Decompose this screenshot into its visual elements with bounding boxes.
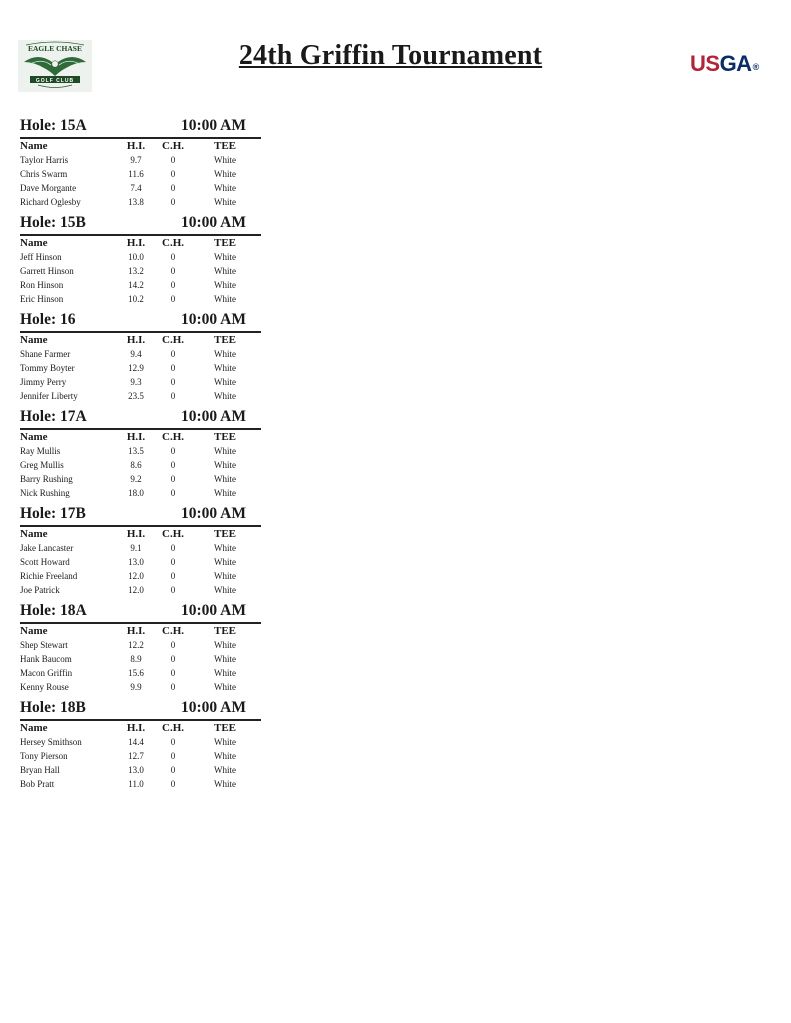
page-title-text: 24th Griffin Tournament [238,40,543,71]
player-tee: White [214,446,236,456]
player-handicap-index: 14.2 [128,280,144,290]
column-header-hi: H.I. [126,237,146,249]
logo-club-subtitle: GOLF CLUB [35,77,75,84]
player-handicap-index: 13.8 [128,197,144,207]
player-handicap-index: 9.2 [130,474,142,484]
usga-logo-us: US [690,51,720,76]
column-header-tee: TEE [213,334,236,346]
player-course-handicap: 0 [170,557,176,567]
player-row [20,735,261,749]
player-course-handicap: 0 [170,779,176,789]
tee-time: 10:00 AM [181,117,247,134]
player-row [20,541,261,555]
column-header-ch: C.H. [162,625,184,637]
column-header-ch: C.H. [162,722,184,734]
player-name: Ron Hinson [20,280,64,290]
tee-time: 10:00 AM [181,699,247,716]
group-header [20,115,261,139]
tee-group [20,503,261,600]
player-course-handicap: 0 [170,266,176,276]
player-handicap-index: 10.0 [128,252,144,262]
column-headers [20,430,261,444]
player-tee: White [214,252,236,262]
player-handicap-index: 13.0 [128,557,144,567]
group-header [20,212,261,236]
player-row [20,389,261,403]
player-row [20,195,261,209]
player-name: Jennifer Liberty [20,391,78,401]
page-title [0,40,791,72]
player-course-handicap: 0 [170,363,176,373]
tee-group [20,212,261,309]
player-course-handicap: 0 [170,280,176,290]
player-course-handicap: 0 [170,488,176,498]
player-name: Tony Pierson [20,751,68,761]
player-name: Eric Hinson [20,294,64,304]
column-header-ch: C.H. [162,140,184,152]
player-course-handicap: 0 [170,197,176,207]
player-course-handicap: 0 [170,377,176,387]
group-header [20,697,261,721]
hole-label: Hole: 15A [20,117,87,134]
group-header [20,503,261,527]
player-course-handicap: 0 [170,474,176,484]
group-header [20,309,261,333]
player-row [20,652,261,666]
column-headers [20,624,261,638]
column-header-ch: C.H. [162,431,184,443]
player-tee: White [214,197,236,207]
hole-label: Hole: 17A [20,408,87,425]
column-header-name: Name [20,431,48,443]
player-tee: White [214,543,236,553]
player-course-handicap: 0 [170,183,176,193]
column-header-tee: TEE [213,625,236,637]
tee-time: 10:00 AM [181,505,247,522]
player-name: Greg Mullis [20,460,64,470]
player-name: Shep Stewart [20,640,68,650]
player-course-handicap: 0 [170,460,176,470]
player-handicap-index: 9.1 [130,543,142,553]
column-header-hi: H.I. [126,140,146,152]
player-course-handicap: 0 [170,751,176,761]
column-header-tee: TEE [213,528,236,540]
tee-time: 10:00 AM [181,311,247,328]
player-tee: White [214,155,236,165]
column-header-hi: H.I. [126,431,146,443]
player-row [20,375,261,389]
hole-label: Hole: 15B [20,214,86,231]
player-tee: White [214,183,236,193]
column-header-hi: H.I. [126,722,146,734]
player-handicap-index: 13.5 [128,446,144,456]
player-handicap-index: 8.6 [130,460,142,470]
column-header-hi: H.I. [126,625,146,637]
player-handicap-index: 18.0 [128,488,144,498]
player-course-handicap: 0 [170,543,176,553]
player-tee: White [214,280,236,290]
player-tee: White [214,737,236,747]
tee-group [20,115,261,212]
player-tee: White [214,571,236,581]
column-headers [20,139,261,153]
player-row [20,250,261,264]
registered-mark: ® [752,62,759,72]
usga-logo-ga: GA [719,51,752,76]
player-handicap-index: 12.0 [128,585,144,595]
player-row [20,347,261,361]
column-header-tee: TEE [213,431,236,443]
player-tee: White [214,377,236,387]
player-name: Kenny Rouse [20,682,69,692]
player-row [20,486,261,500]
player-course-handicap: 0 [170,155,176,165]
player-handicap-index: 11.6 [128,169,144,179]
player-tee: White [214,266,236,276]
player-tee: White [214,169,236,179]
column-headers [20,236,261,250]
column-headers [20,721,261,735]
player-name: Shane Farmer [20,349,71,359]
player-course-handicap: 0 [170,654,176,664]
player-name: Macon Griffin [20,668,73,678]
player-tee: White [214,349,236,359]
player-course-handicap: 0 [170,391,176,401]
player-tee: White [214,391,236,401]
player-name: Nick Rushing [20,488,70,498]
player-row [20,763,261,777]
player-handicap-index: 11.0 [128,779,144,789]
player-handicap-index: 12.0 [128,571,144,581]
column-headers [20,333,261,347]
hole-label: Hole: 18B [20,699,86,716]
player-handicap-index: 12.7 [128,751,144,761]
player-name: Scott Howard [20,557,70,567]
player-row [20,444,261,458]
player-name: Garrett Hinson [20,266,74,276]
column-header-hi: H.I. [126,528,146,540]
player-row [20,361,261,375]
player-handicap-index: 9.9 [130,682,142,692]
group-header [20,406,261,430]
player-tee: White [214,474,236,484]
player-course-handicap: 0 [170,765,176,775]
player-row [20,749,261,763]
player-handicap-index: 7.4 [130,183,142,193]
player-name: Chris Swarm [20,169,68,179]
player-name: Hank Baucom [20,654,72,664]
player-name: Dave Morgante [20,183,77,193]
player-name: Jeff Hinson [20,252,62,262]
column-header-tee: TEE [213,237,236,249]
column-header-name: Name [20,625,48,637]
player-row [20,583,261,597]
player-tee: White [214,640,236,650]
player-handicap-index: 12.2 [128,640,144,650]
tee-group [20,309,261,406]
column-header-name: Name [20,140,48,152]
player-name: Jake Lancaster [20,543,74,553]
player-row [20,638,261,652]
player-row [20,278,261,292]
column-header-name: Name [20,237,48,249]
column-header-tee: TEE [213,722,236,734]
player-course-handicap: 0 [170,571,176,581]
player-tee: White [214,765,236,775]
player-row [20,555,261,569]
tee-group [20,697,261,794]
player-name: Hersey Smithson [20,737,82,747]
hole-label: Hole: 16 [20,311,76,328]
player-row [20,458,261,472]
player-handicap-index: 8.9 [130,654,142,664]
player-row [20,569,261,583]
column-header-hi: H.I. [126,334,146,346]
player-handicap-index: 9.4 [130,349,142,359]
player-handicap-index: 13.2 [128,266,144,276]
player-course-handicap: 0 [170,446,176,456]
player-tee: White [214,585,236,595]
player-name: Bob Pratt [20,779,55,789]
player-handicap-index: 12.9 [128,363,144,373]
player-tee: White [214,294,236,304]
column-header-tee: TEE [213,140,236,152]
player-row [20,666,261,680]
player-row [20,167,261,181]
tee-time: 10:00 AM [181,408,247,425]
player-row [20,153,261,167]
column-headers [20,527,261,541]
player-row [20,777,261,791]
player-course-handicap: 0 [170,640,176,650]
player-handicap-index: 23.5 [128,391,144,401]
player-handicap-index: 9.7 [130,155,142,165]
player-tee: White [214,557,236,567]
tee-time: 10:00 AM [181,214,247,231]
player-handicap-index: 10.2 [128,294,144,304]
column-header-ch: C.H. [162,528,184,540]
player-course-handicap: 0 [170,294,176,304]
player-name: Tommy Boyter [20,363,75,373]
player-course-handicap: 0 [170,668,176,678]
player-handicap-index: 15.6 [128,668,144,678]
hole-label: Hole: 18A [20,602,87,619]
player-name: Jimmy Perry [20,377,67,387]
player-row [20,181,261,195]
usga-logo [690,53,758,75]
group-header [20,600,261,624]
player-course-handicap: 0 [170,252,176,262]
player-name: Ray Mullis [20,446,61,456]
logo-club-name: EAGLE CHASE [28,44,82,53]
pairings-list [20,115,261,794]
player-course-handicap: 0 [170,169,176,179]
player-tee: White [214,682,236,692]
player-row [20,292,261,306]
column-header-name: Name [20,722,48,734]
player-name: Richie Freeland [20,571,78,581]
player-name: Bryan Hall [20,765,60,775]
player-tee: White [214,363,236,373]
player-name: Joe Patrick [20,585,60,595]
player-course-handicap: 0 [170,682,176,692]
player-tee: White [214,654,236,664]
player-tee: White [214,779,236,789]
tee-group [20,406,261,503]
column-header-name: Name [20,528,48,540]
player-name: Richard Oglesby [20,197,81,207]
hole-label: Hole: 17B [20,505,86,522]
player-name: Barry Rushing [20,474,73,484]
tee-time: 10:00 AM [181,602,247,619]
player-tee: White [214,488,236,498]
player-name: Taylor Harris [20,155,69,165]
player-row [20,264,261,278]
player-handicap-index: 14.4 [128,737,144,747]
column-header-name: Name [20,334,48,346]
player-handicap-index: 13.0 [128,765,144,775]
player-handicap-index: 9.3 [130,377,142,387]
player-tee: White [214,460,236,470]
player-tee: White [214,751,236,761]
tee-group [20,600,261,697]
player-course-handicap: 0 [170,349,176,359]
player-tee: White [214,668,236,678]
player-course-handicap: 0 [170,737,176,747]
column-header-ch: C.H. [162,334,184,346]
column-header-ch: C.H. [162,237,184,249]
player-row [20,472,261,486]
player-row [20,680,261,694]
player-course-handicap: 0 [170,585,176,595]
